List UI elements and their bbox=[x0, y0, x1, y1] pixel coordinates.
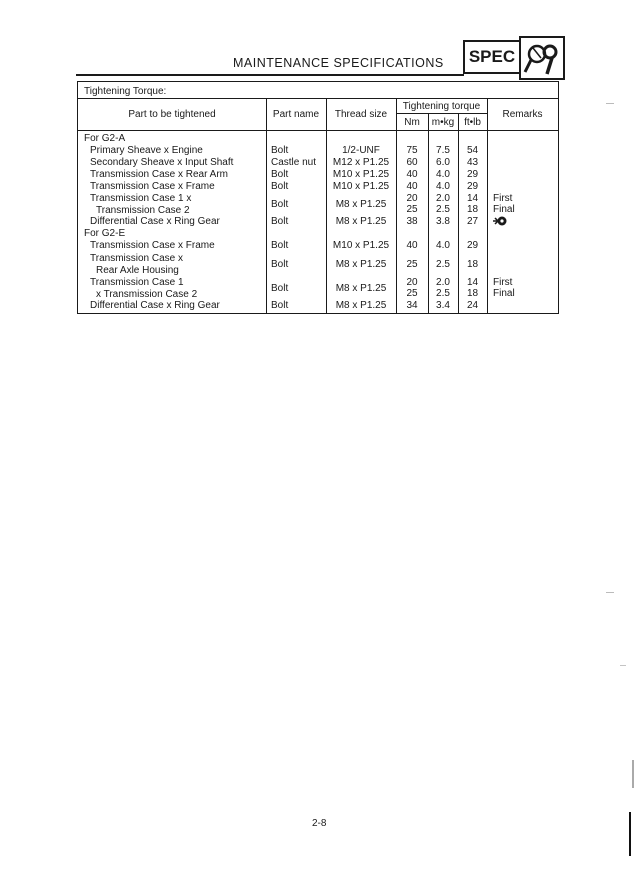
row-ftlb: 29 bbox=[466, 181, 479, 192]
row-mkg: 2.0 bbox=[436, 193, 450, 204]
scan-artifact bbox=[606, 103, 614, 104]
row-remarks-final: Final bbox=[493, 288, 515, 299]
col-header-name: Part name bbox=[272, 109, 320, 120]
row-nm: 38 bbox=[406, 216, 418, 227]
caliper-wrench-icon bbox=[519, 36, 565, 80]
row-part: Differential Case x Ring Gear bbox=[90, 216, 220, 227]
row-thread: M12 x P1.25 bbox=[332, 157, 390, 168]
col-header-thread: Thread size bbox=[334, 109, 388, 120]
row-mkg-final: 2.5 bbox=[436, 204, 450, 215]
row-part-continued: Rear Axle Housing bbox=[96, 265, 179, 276]
row-thread: M10 x P1.25 bbox=[332, 240, 390, 251]
row-nm: 20 bbox=[406, 193, 418, 204]
row-mkg: 4.0 bbox=[436, 181, 450, 192]
caption-rule bbox=[78, 98, 558, 99]
row-part: Transmission Case 1 bbox=[90, 277, 184, 288]
torque-subheader-rule bbox=[396, 113, 487, 114]
row-thread: 1/2-UNF bbox=[342, 145, 380, 156]
row-nm: 60 bbox=[406, 157, 418, 168]
row-thread: M8 x P1.25 bbox=[335, 283, 387, 294]
row-mkg: 7.5 bbox=[436, 145, 450, 156]
section-label: For G2-A bbox=[84, 133, 126, 144]
row-remarks: First bbox=[493, 277, 513, 288]
row-mkg: 3.4 bbox=[436, 300, 450, 311]
row-ftlb: 27 bbox=[466, 216, 479, 227]
col-header-torque: Tightening torque bbox=[402, 101, 481, 112]
row-thread: M8 x P1.25 bbox=[335, 300, 387, 311]
row-mkg: 2.0 bbox=[436, 277, 450, 288]
row-nm-final: 25 bbox=[406, 288, 418, 299]
row-mkg: 2.5 bbox=[436, 259, 450, 270]
row-mkg-final: 2.5 bbox=[436, 288, 450, 299]
row-part-name: Bolt bbox=[271, 199, 289, 210]
row-nm: 40 bbox=[406, 240, 418, 251]
row-ftlb: 43 bbox=[466, 157, 479, 168]
row-mkg: 3.8 bbox=[436, 216, 450, 227]
thread-lock-icon bbox=[492, 215, 508, 227]
row-nm: 34 bbox=[406, 300, 418, 311]
row-nm: 40 bbox=[406, 181, 418, 192]
col-header-part: Part to be tightened bbox=[128, 109, 216, 120]
row-remarks-final: Final bbox=[493, 204, 515, 215]
row-part-name: Bolt bbox=[271, 216, 289, 227]
row-ftlb: 14 bbox=[466, 277, 479, 288]
row-part: Differential Case x Ring Gear bbox=[90, 300, 220, 311]
row-ftlb: 29 bbox=[466, 240, 479, 251]
row-part-name: Bolt bbox=[271, 169, 289, 180]
torque-table bbox=[77, 81, 559, 314]
header-bottom-rule bbox=[78, 130, 558, 131]
row-part: Transmission Case 1 x bbox=[90, 193, 192, 204]
col-header-ftlb: ft•lb bbox=[464, 117, 481, 128]
row-nm: 40 bbox=[406, 169, 418, 180]
col-header-mkg: m•kg bbox=[431, 117, 455, 128]
row-nm: 25 bbox=[406, 259, 418, 270]
row-ftlb: 24 bbox=[466, 300, 479, 311]
row-part-name: Bolt bbox=[271, 300, 289, 311]
row-remarks: First bbox=[493, 193, 513, 204]
table-caption: Tightening Torque: bbox=[84, 86, 167, 97]
section-label: For G2-E bbox=[84, 228, 126, 239]
col-header-remarks: Remarks bbox=[502, 109, 543, 120]
row-part: Transmission Case x Frame bbox=[90, 240, 215, 251]
row-ftlb: 29 bbox=[466, 169, 479, 180]
row-thread: M8 x P1.25 bbox=[335, 259, 387, 270]
row-thread: M8 x P1.25 bbox=[335, 199, 387, 210]
row-part: Transmission Case x Rear Arm bbox=[90, 169, 228, 180]
row-ftlb-final: 18 bbox=[466, 204, 479, 215]
row-part: Primary Sheave x Engine bbox=[90, 145, 203, 156]
row-part-name: Bolt bbox=[271, 283, 289, 294]
binding-edge-mark bbox=[629, 812, 631, 856]
scan-artifact bbox=[632, 760, 634, 788]
row-ftlb: 54 bbox=[466, 145, 479, 156]
spec-badge: SPEC bbox=[463, 40, 521, 74]
row-ftlb-final: 18 bbox=[466, 288, 479, 299]
row-thread: M10 x P1.25 bbox=[332, 169, 390, 180]
row-part-continued: Transmission Case 2 bbox=[96, 205, 190, 216]
row-part-name: Bolt bbox=[271, 259, 289, 270]
row-nm: 75 bbox=[406, 145, 418, 156]
header-rule bbox=[76, 74, 464, 76]
row-part-name: Bolt bbox=[271, 145, 289, 156]
row-part: Transmission Case x bbox=[90, 253, 183, 264]
scan-artifact bbox=[606, 592, 614, 593]
row-ftlb: 18 bbox=[466, 259, 479, 270]
row-mkg: 4.0 bbox=[436, 240, 450, 251]
row-ftlb: 14 bbox=[466, 193, 479, 204]
col-header-nm: Nm bbox=[404, 117, 420, 128]
row-nm-final: 25 bbox=[406, 204, 418, 215]
row-part-name: Castle nut bbox=[271, 157, 317, 168]
row-thread: M10 x P1.25 bbox=[332, 181, 390, 192]
row-part: Transmission Case x Frame bbox=[90, 181, 215, 192]
row-part-name: Bolt bbox=[271, 240, 289, 251]
scan-artifact bbox=[620, 665, 626, 666]
row-part-name: Bolt bbox=[271, 181, 289, 192]
row-mkg: 4.0 bbox=[436, 169, 450, 180]
row-mkg: 6.0 bbox=[436, 157, 450, 168]
row-nm: 20 bbox=[406, 277, 418, 288]
row-part-continued: x Transmission Case 2 bbox=[96, 289, 198, 300]
page-number: 2-8 bbox=[312, 818, 327, 829]
page-title: MAINTENANCE SPECIFICATIONS bbox=[233, 56, 444, 70]
row-part: Secondary Sheave x Input Shaft bbox=[90, 157, 234, 168]
row-thread: M8 x P1.25 bbox=[335, 216, 387, 227]
